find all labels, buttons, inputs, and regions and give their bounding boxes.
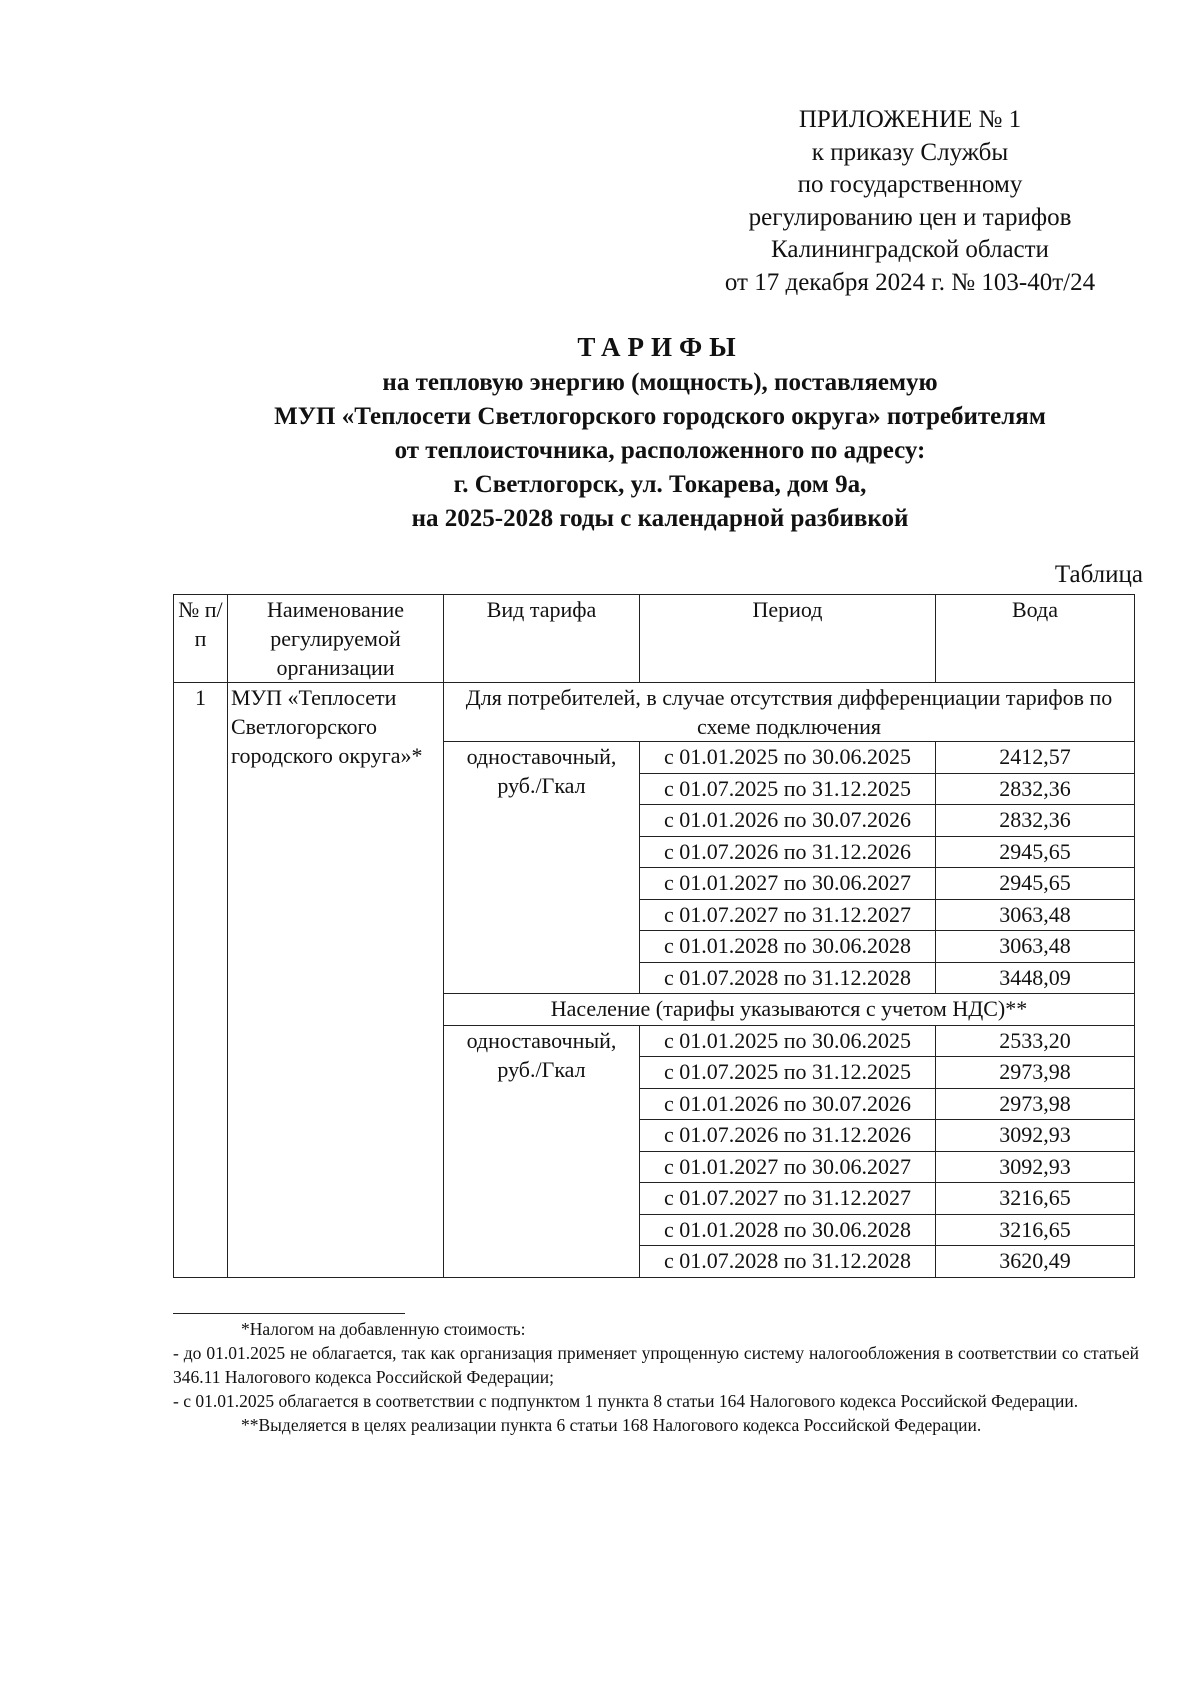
tariff-type: одноставочный, руб./Гкал (444, 1025, 640, 1277)
title-line: на тепловую энергию (мощность), поставляемую (382, 369, 938, 396)
table-label: Таблица (1054, 561, 1143, 588)
footnote-divider (173, 1313, 405, 1314)
period-cell: с 01.01.2028 по 30.06.2028 (640, 931, 936, 963)
header-water: Вода (936, 595, 1135, 683)
water-value-cell: 2832,36 (936, 773, 1135, 805)
period-cell: с 01.01.2026 по 30.07.2026 (640, 1088, 936, 1120)
period-cell: с 01.07.2028 по 31.12.2028 (640, 962, 936, 994)
annex-line: ПРИЛОЖЕНИЕ № 1 (798, 106, 1022, 133)
annex-line: регулированию цен и тарифов (748, 203, 1072, 231)
annex-line: Калининградской области (771, 236, 1049, 263)
table-section-row (174, 683, 1135, 742)
water-value-cell: 2973,98 (936, 1088, 1135, 1120)
footnote-vat-before: - до 01.01.2025 не облагается, так как организация применяет упрощенную систему налогообложения в соответствии со статьей 346.11 Налогового кодекса Российской Федерации; (173, 1343, 1139, 1387)
title-line: от теплоисточника, расположенного по адресу: (394, 437, 926, 464)
water-value-cell: 2945,65 (936, 868, 1135, 900)
document-title (160, 330, 1160, 536)
row-number: 1 (174, 683, 228, 1278)
period-cell: с 01.07.2028 по 31.12.2028 (640, 1246, 936, 1278)
header-period: Период (640, 595, 936, 683)
annex-line: от 17 декабря 2024 г. № 103-40т/24 (724, 268, 1096, 296)
period-cell: с 01.07.2027 по 31.12.2027 (640, 899, 936, 931)
title-main: ТАРИФЫ (577, 332, 743, 362)
title-line: МУП «Теплосети Светлогорского городского округа» потребителям (274, 403, 1046, 430)
period-cell: с 01.01.2028 по 30.06.2028 (640, 1214, 936, 1246)
period-cell: с 01.07.2027 по 31.12.2027 (640, 1183, 936, 1215)
footnote-vat-after: - с 01.01.2025 облагается в соответствии с подпунктом 1 пункта 8 статьи 164 Налогового кодекса Российской Федерации. (173, 1391, 1079, 1411)
water-value-cell: 2973,98 (936, 1057, 1135, 1089)
period-cell: с 01.01.2026 по 30.07.2026 (640, 805, 936, 837)
annex-line: к приказу Службы (811, 138, 1009, 166)
header-num: № п/п (174, 595, 228, 683)
footnote-vat-title: *Налогом на добавленную стоимость: (241, 1319, 526, 1339)
period-cell: с 01.07.2026 по 31.12.2026 (640, 836, 936, 868)
annex-header (680, 104, 1140, 299)
header-type: Вид тарифа (444, 595, 640, 683)
water-value-cell: 2412,57 (936, 742, 1135, 774)
period-cell: с 01.01.2027 по 30.06.2027 (640, 868, 936, 900)
water-value-cell: 2533,20 (936, 1025, 1135, 1057)
section-title: Для потребителей, в случае отсутствия дифференциации тарифов по схеме подключения (444, 683, 1135, 742)
title-line: г. Светлогорск, ул. Токарева, дом 9а, (453, 471, 867, 498)
water-value-cell: 3063,48 (936, 931, 1135, 963)
period-cell: с 01.01.2027 по 30.06.2027 (640, 1151, 936, 1183)
header-org: Наименование регулируемой организации (228, 595, 444, 683)
water-value-cell: 3063,48 (936, 899, 1135, 931)
water-value-cell: 2945,65 (936, 836, 1135, 868)
water-value-cell: 3092,93 (936, 1120, 1135, 1152)
tariffs-table (173, 594, 1135, 1278)
water-value-cell: 3448,09 (936, 962, 1135, 994)
tariff-type: одноставочный, руб./Гкал (444, 742, 640, 994)
water-value-cell: 3620,49 (936, 1246, 1135, 1278)
period-cell: с 01.01.2025 по 30.06.2025 (640, 1025, 936, 1057)
table-header-row (174, 595, 1135, 683)
period-cell: с 01.01.2025 по 30.06.2025 (640, 742, 936, 774)
footnote-population: **Выделяется в целях реализации пункта 6 статьи 168 Налогового кодекса Российской Федерации. (241, 1415, 982, 1435)
water-value-cell: 3216,65 (936, 1214, 1135, 1246)
period-cell: с 01.07.2025 по 31.12.2025 (640, 773, 936, 805)
organization-name: МУП «Теплосети Светлогорского городского округа»* (228, 683, 444, 1278)
annex-line: по государственному (797, 171, 1023, 198)
water-value-cell: 3216,65 (936, 1183, 1135, 1215)
water-value-cell: 2832,36 (936, 805, 1135, 837)
section-title: Население (тарифы указываются с учетом НДС)** (444, 994, 1135, 1026)
footnotes (173, 1317, 1139, 1437)
water-value-cell: 3092,93 (936, 1151, 1135, 1183)
period-cell: с 01.07.2025 по 31.12.2025 (640, 1057, 936, 1089)
title-line: на 2025-2028 годы с календарной разбивкой (411, 505, 909, 532)
period-cell: с 01.07.2026 по 31.12.2026 (640, 1120, 936, 1152)
